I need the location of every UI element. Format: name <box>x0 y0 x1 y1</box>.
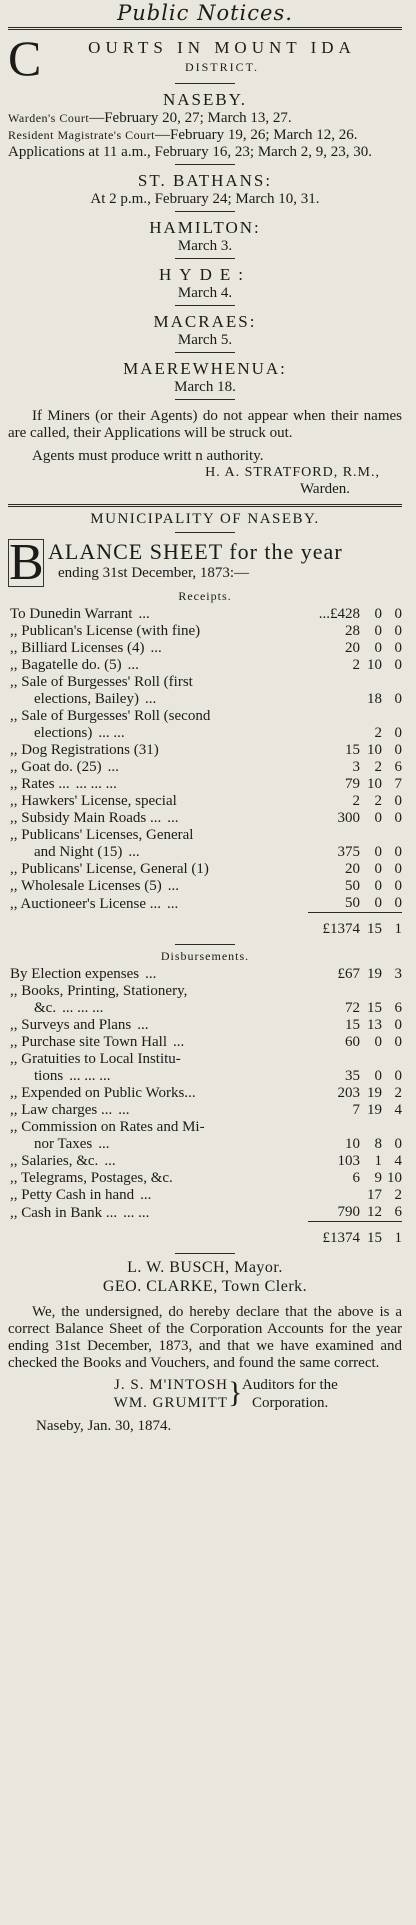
receipt-row-item <box>8 776 308 793</box>
receipt-row-pence: 0 <box>394 793 402 809</box>
disbursement-row-item-text: ,, Expended on Public Works... <box>10 1085 196 1101</box>
receipt-row-item <box>8 759 308 776</box>
receipt-row-pence: 0 <box>394 844 402 860</box>
disbursement-row-item <box>8 1102 308 1119</box>
receipt-row-shillings: 0 <box>374 640 382 656</box>
st-bathans-dates: At 2 p.m., February 24; March 10, 31. <box>90 191 320 207</box>
disbursement-row-item-text: ,, Salaries, &c. <box>10 1153 99 1169</box>
disbursement-row-shillings: 13 <box>367 1017 382 1033</box>
receipt-row <box>8 623 402 640</box>
receipt-row <box>8 776 402 793</box>
disbursement-row <box>8 1068 402 1085</box>
disbursement-row-pence: 6 <box>394 1000 402 1016</box>
disbursement-row-pence: 10 <box>387 1170 402 1186</box>
disbursement-row-item-leader: ... ... ... <box>69 1068 111 1084</box>
town-macraes: MACRAES: <box>153 312 257 331</box>
macraes-dates: March 5. <box>177 332 233 348</box>
receipt-row-pounds: 300 <box>337 810 360 826</box>
disbursement-row-shillings: 0 <box>374 1034 382 1050</box>
disbursement-row-pounds: 60 <box>345 1034 360 1050</box>
courts-notice <box>8 30 402 498</box>
disbursement-row <box>8 1034 402 1051</box>
receipt-row-item <box>8 861 308 878</box>
receipt-row-item-leader: ... ... <box>98 725 125 741</box>
disbursement-row-item: ,, Books, Printing, Stationery, <box>10 983 188 999</box>
disbursement-row-item-text: ,, Petty Cash in hand <box>10 1187 135 1203</box>
receipt-row-item-text: ,, Wholesale Licenses (5) <box>10 878 162 894</box>
divider <box>175 532 235 533</box>
receipt-row-shillings: 2 <box>374 759 382 775</box>
receipt-row-item: ,, Sale of Burgesses' Roll (second <box>10 708 211 724</box>
disbursement-row-pounds: 6 <box>352 1170 360 1186</box>
disbursements-total-shillings: 15 <box>360 1222 382 1248</box>
divider <box>175 1253 235 1254</box>
disbursement-row-item-leader: ... <box>104 1153 116 1169</box>
disbursement-row-shillings: 19 <box>367 1102 382 1118</box>
receipts-total-row <box>8 913 402 939</box>
receipt-row-pounds <box>308 691 360 708</box>
hamilton-dates: March 3. <box>177 238 233 254</box>
receipt-row-shillings: 0 <box>374 878 382 894</box>
disbursement-row-pounds <box>308 1187 360 1204</box>
receipt-row-shillings: 0 <box>374 844 382 860</box>
receipt-row-pence: 0 <box>394 895 402 911</box>
disbursement-row-item-leader: ... <box>145 966 157 982</box>
receipt-row <box>8 640 402 657</box>
town-maerewhenua: MAEREWHENUA: <box>123 359 287 378</box>
disbursement-row-item-text: nor Taxes <box>34 1136 93 1152</box>
section-rule <box>8 504 402 507</box>
disbursement-row-item <box>8 1068 308 1085</box>
miners-notice: If Miners (or their Agents) do not appear when their names are called, their Applications will be struck out. <box>8 408 402 441</box>
disbursement-row-item-text: By Election expenses <box>10 966 140 982</box>
receipt-row-item <box>8 691 308 708</box>
receipt-row-item-text: elections) <box>34 725 93 741</box>
receipt-row-pounds: 20 <box>345 861 360 877</box>
receipt-row-pounds: 50 <box>345 878 360 894</box>
receipt-row-shillings: 0 <box>374 606 382 622</box>
disbursement-row-pounds: £67 <box>337 966 360 982</box>
receipt-row-item-text: elections, Bailey) <box>34 691 139 707</box>
disbursements-table <box>8 966 402 1247</box>
disbursement-row-pounds: 35 <box>345 1068 360 1084</box>
masthead-rule <box>8 27 402 30</box>
auditors-role-line1: Auditors for the <box>242 1377 338 1393</box>
divider <box>175 164 235 165</box>
receipt-row-item-leader: ... <box>167 895 179 912</box>
receipt-row <box>8 895 402 913</box>
disbursement-row-shillings: 19 <box>367 966 382 982</box>
receipt-row-item-text: ,, Auctioneer's License ... <box>10 895 161 912</box>
disbursement-row-item-text: ,, Telegrams, Postages, &c. <box>10 1170 173 1186</box>
auditors-declaration: We, the undersigned, do hereby declare that the above is a correct Balance Sheet of the Corporation Accounts for the year ending 31st December, 1873, and that we have examined and checked the Books and Vouchers, and found the same correct. <box>8 1304 402 1371</box>
receipt-row-shillings: 0 <box>374 861 382 877</box>
disbursement-row-item <box>8 966 308 983</box>
divider <box>175 399 235 400</box>
masthead: Public Notices. <box>117 1 293 25</box>
disbursement-row-item <box>8 1085 308 1102</box>
receipt-row-pounds: 79 <box>345 776 360 792</box>
disbursement-row-pence: 0 <box>394 1034 402 1050</box>
disbursement-row-item-leader: ... <box>118 1102 130 1118</box>
disbursement-row-item-leader: ... ... ... <box>62 1000 104 1016</box>
balance-sheet-subtitle: ending 31st December, 1873:— <box>58 565 250 581</box>
receipts-total-shillings: 15 <box>360 913 382 939</box>
disbursement-row-pence: 4 <box>394 1102 402 1118</box>
disbursement-row-line <box>8 983 402 1000</box>
receipt-row-pence: 0 <box>394 623 402 639</box>
receipt-row-item <box>8 878 308 895</box>
divider <box>175 83 235 84</box>
receipt-row-pounds <box>308 725 360 742</box>
receipt-row-item-leader: ... <box>150 640 162 656</box>
receipt-row-item-leader: ... <box>138 606 150 622</box>
receipt-row-pence: 6 <box>394 759 402 775</box>
disbursement-row <box>8 966 402 983</box>
disbursement-row <box>8 1170 402 1187</box>
disbursements-heading: Disbursements. <box>160 949 250 963</box>
receipt-row <box>8 793 402 810</box>
receipt-row-item <box>8 810 308 827</box>
receipt-row-item <box>8 640 308 657</box>
receipts-heading: Receipts. <box>178 589 232 603</box>
receipt-row-pounds: 20 <box>345 640 360 656</box>
receipt-row-item-leader: ... <box>167 810 179 826</box>
receipt-row <box>8 759 402 776</box>
receipt-row-pounds: 2 <box>352 657 360 673</box>
naseby-applications: Applications at 11 a.m., February 16, 23; March 2, 9, 23, 30. <box>8 144 372 160</box>
auditors-block <box>8 1376 402 1412</box>
receipt-row-shillings: 0 <box>374 810 382 826</box>
receipt-row-item-text: ,, Bagatelle do. (5) <box>10 657 122 673</box>
receipt-row-item-text: ,, Publican's License (with fine) <box>10 623 201 639</box>
receipt-row-item-leader: ... <box>144 691 157 707</box>
receipt-row <box>8 691 402 708</box>
disbursement-row-item-text: ,, Purchase site Town Hall <box>10 1034 167 1050</box>
disbursement-row-pence: 6 <box>394 1204 402 1220</box>
balance-sheet-title: ALANCE SHEET for the year <box>48 539 343 564</box>
receipt-row-item <box>8 725 308 742</box>
receipt-row-item <box>8 623 308 640</box>
receipt-row-line <box>8 708 402 725</box>
disbursement-row-pence: 0 <box>394 1068 402 1084</box>
disbursement-row <box>8 1085 402 1102</box>
disbursement-row-item-leader: ... <box>98 1136 110 1152</box>
receipt-row-shillings: 10 <box>367 776 382 792</box>
disbursement-row <box>8 1017 402 1034</box>
disbursement-row-item-text: ,, Law charges ... <box>10 1102 113 1118</box>
receipt-row-pounds: 375 <box>337 844 360 860</box>
disbursement-row-pence: 4 <box>394 1153 402 1169</box>
disbursement-row-item <box>8 1017 308 1034</box>
disbursement-row <box>8 1136 402 1153</box>
disbursement-row-item-text: ,, Surveys and Plans <box>10 1017 132 1033</box>
receipt-row-pence: 0 <box>394 878 402 894</box>
receipt-row-item <box>8 657 308 674</box>
receipt-row-pence: 0 <box>394 725 402 741</box>
receipt-row <box>8 606 402 623</box>
disbursement-row-line <box>8 1119 402 1136</box>
disbursement-row-item-leader: ... <box>172 1034 185 1050</box>
receipt-row-pounds: 2 <box>352 793 360 809</box>
disbursement-row-item-text: &c. <box>34 1000 57 1016</box>
receipt-row-item-text: ,, Goat do. (25) <box>10 759 102 775</box>
disbursement-row-pounds: 10 <box>345 1136 360 1152</box>
receipt-row-item-leader: ... <box>167 878 180 894</box>
receipt-row-shillings: 2 <box>374 725 382 741</box>
receipt-row-shillings: 0 <box>374 623 382 639</box>
disbursement-row <box>8 1102 402 1119</box>
disbursement-row-item-text: tions <box>34 1068 64 1084</box>
town-clerk-signature: GEO. CLARKE, Town Clerk. <box>102 1278 308 1295</box>
courts-title: OURTS IN MOUNT IDA <box>88 38 356 57</box>
divider <box>175 258 235 259</box>
receipt-row-pence: 0 <box>394 640 402 656</box>
receipt-row-item <box>8 895 308 913</box>
receipt-row-item-text: ,, Rates ... <box>10 776 70 792</box>
disbursement-row-item <box>8 1187 308 1204</box>
disbursement-row-pence: 0 <box>394 1017 402 1033</box>
receipt-row-pence: 0 <box>394 810 402 826</box>
receipt-row <box>8 657 402 674</box>
disbursement-row-pence: 0 <box>394 1136 402 1152</box>
receipt-row-pence: 0 <box>394 657 402 673</box>
disbursement-row-shillings: 17 <box>367 1187 382 1203</box>
receipt-row-item-text: ,, Publicans' License, General (1) <box>10 861 209 877</box>
receipt-row-item-text: ,, Billiard Licenses (4) <box>10 640 145 656</box>
receipts-total-pence: 1 <box>382 913 402 939</box>
town-hamilton: HAMILTON: <box>149 218 261 237</box>
disbursements-total-row <box>8 1222 402 1248</box>
town-hyde: HYDE: <box>159 265 251 284</box>
receipt-row-item <box>8 844 308 861</box>
receipts-total-pounds: £1374 <box>308 913 360 939</box>
courts-header <box>8 30 402 86</box>
receipt-row-pence: 0 <box>394 691 402 707</box>
disbursement-row-pence: 3 <box>394 966 402 982</box>
receipt-row <box>8 810 402 827</box>
receipt-row-shillings: 10 <box>367 742 382 758</box>
maerewhenua-dates: March 18. <box>174 379 236 395</box>
disbursement-row-shillings: 9 <box>374 1170 382 1186</box>
receipt-row-item-leader: ... <box>128 844 140 860</box>
receipt-row-item-text: ,, Hawkers' License, special <box>10 793 177 809</box>
hyde-dates: March 4. <box>177 285 233 301</box>
receipt-row <box>8 725 402 742</box>
receipt-row-item-text: ,, Subsidy Main Roads ... <box>10 810 162 826</box>
courts-dropcap: C <box>8 30 42 86</box>
receipt-row-item-text: and Night (15) <box>34 844 123 860</box>
divider <box>175 352 235 353</box>
warden-title: Warden. <box>299 481 350 497</box>
receipt-row-item-leader: ... ... ... <box>75 776 117 792</box>
naseby-magistrates-court: Resident Magistrate's Court—February 19, 26; March 12, 26. <box>8 127 358 143</box>
brace-icon: } <box>228 1376 243 1409</box>
receipt-row-line <box>8 827 402 844</box>
disbursement-row-item-leader: ... <box>137 1017 149 1033</box>
disbursement-row-item <box>8 1153 308 1170</box>
receipt-row <box>8 742 402 759</box>
warden-signature: H. A. STRATFORD, R.M., <box>205 465 380 480</box>
disbursement-row-shillings: 0 <box>374 1068 382 1084</box>
receipt-row <box>8 878 402 895</box>
disbursements-total-pounds: £1374 <box>308 1222 360 1248</box>
disbursement-row-shillings: 15 <box>367 1000 382 1016</box>
receipt-row <box>8 861 402 878</box>
receipt-row-shillings: 0 <box>374 895 382 911</box>
receipt-row-item <box>8 793 308 810</box>
receipt-row-pounds: 3 <box>352 759 360 775</box>
disbursement-row-pence: 2 <box>394 1187 402 1203</box>
town-naseby: NASEBY. <box>162 90 248 109</box>
receipt-row-item: ,, Sale of Burgesses' Roll (first <box>10 674 193 690</box>
town-st-bathans: ST. BATHANS: <box>137 171 273 190</box>
disbursement-row <box>8 1187 402 1204</box>
disbursement-row-line <box>8 1051 402 1068</box>
balance-sheet-header <box>8 534 402 591</box>
receipt-row-shillings: 10 <box>367 657 382 673</box>
disbursement-row-item-leader: ... <box>140 1187 152 1203</box>
disbursement-row-shillings: 1 <box>374 1153 382 1169</box>
receipt-row-item <box>8 606 308 623</box>
municipality-heading: MUNICIPALITY OF NASEBY. <box>90 511 320 527</box>
divider <box>175 944 235 945</box>
disbursement-row-item <box>8 1000 308 1017</box>
disbursement-row-shillings: 12 <box>367 1204 382 1220</box>
auditor-grumitt: WM. GRUMITT <box>113 1395 228 1411</box>
receipt-row-pounds: 28 <box>345 623 360 639</box>
receipt-row-pence: 0 <box>394 606 402 622</box>
disbursement-row-pounds: 203 <box>337 1085 360 1101</box>
dateline: Naseby, Jan. 30, 1874. <box>36 1418 172 1434</box>
disbursement-row <box>8 1153 402 1170</box>
disbursement-row <box>8 1204 402 1222</box>
disbursement-row-item <box>8 1136 308 1153</box>
disbursement-row-pounds: 790 <box>337 1204 360 1220</box>
balance-dropcap: B <box>9 534 44 591</box>
disbursement-row-pence: 2 <box>394 1085 402 1101</box>
balance-sheet <box>8 511 402 1435</box>
receipt-row <box>8 844 402 861</box>
receipt-row-item-leader: ... <box>107 759 119 775</box>
receipt-row-item <box>8 742 308 759</box>
receipt-row-item-leader: ... <box>127 657 139 673</box>
receipt-row-pounds: ...£428 <box>318 606 360 622</box>
divider <box>175 305 235 306</box>
mayor-signature: L. W. BUSCH, Mayor. <box>127 1259 283 1276</box>
courts-district: DISTRICT. <box>184 60 260 74</box>
receipt-row-line <box>8 674 402 691</box>
disbursement-row-pounds: 103 <box>337 1153 360 1169</box>
disbursement-row <box>8 1000 402 1017</box>
disbursement-row-pounds: 72 <box>345 1000 360 1016</box>
agents-notice: Agents must produce writt n authority. <box>32 448 264 464</box>
receipt-row-pence: 0 <box>394 861 402 877</box>
disbursement-row-item: ,, Gratuities to Local Institu- <box>10 1051 181 1067</box>
divider <box>175 211 235 212</box>
disbursement-row-item-leader: ... ... <box>123 1204 150 1221</box>
receipt-row-shillings: 18 <box>367 691 382 707</box>
receipt-row-item-text: ,, Dog Registrations (31) <box>10 742 159 758</box>
receipt-row-pounds: 15 <box>345 742 360 758</box>
receipt-row-item-text: To Dunedin Warrant <box>10 606 133 622</box>
disbursement-row-item <box>8 1204 308 1222</box>
disbursement-row-shillings: 19 <box>367 1085 382 1101</box>
disbursements-total-pence: 1 <box>382 1222 402 1248</box>
receipt-row-pence: 7 <box>394 776 402 792</box>
receipt-row-pence: 0 <box>394 742 402 758</box>
receipt-row-item: ,, Publicans' Licenses, General <box>10 827 194 843</box>
disbursement-row-pounds: 15 <box>345 1017 360 1033</box>
receipts-table <box>8 606 402 938</box>
disbursement-row-item <box>8 1170 308 1187</box>
disbursement-row-pounds: 7 <box>352 1102 360 1118</box>
disbursement-row-item <box>8 1034 308 1051</box>
receipt-row-shillings: 2 <box>374 793 382 809</box>
auditors-role-line2: Corporation. <box>252 1395 329 1411</box>
disbursement-row-item: ,, Commission on Rates and Mi- <box>10 1119 205 1135</box>
disbursement-row-shillings: 8 <box>374 1136 382 1152</box>
disbursement-row-item-text: ,, Cash in Bank ... <box>10 1204 118 1221</box>
receipt-row-pounds: 50 <box>345 895 360 911</box>
auditor-mintosh: J. S. M'INTOSH <box>114 1377 228 1393</box>
naseby-wardens-court: Warden's Court—February 20, 27; March 13, 27. <box>8 110 292 126</box>
